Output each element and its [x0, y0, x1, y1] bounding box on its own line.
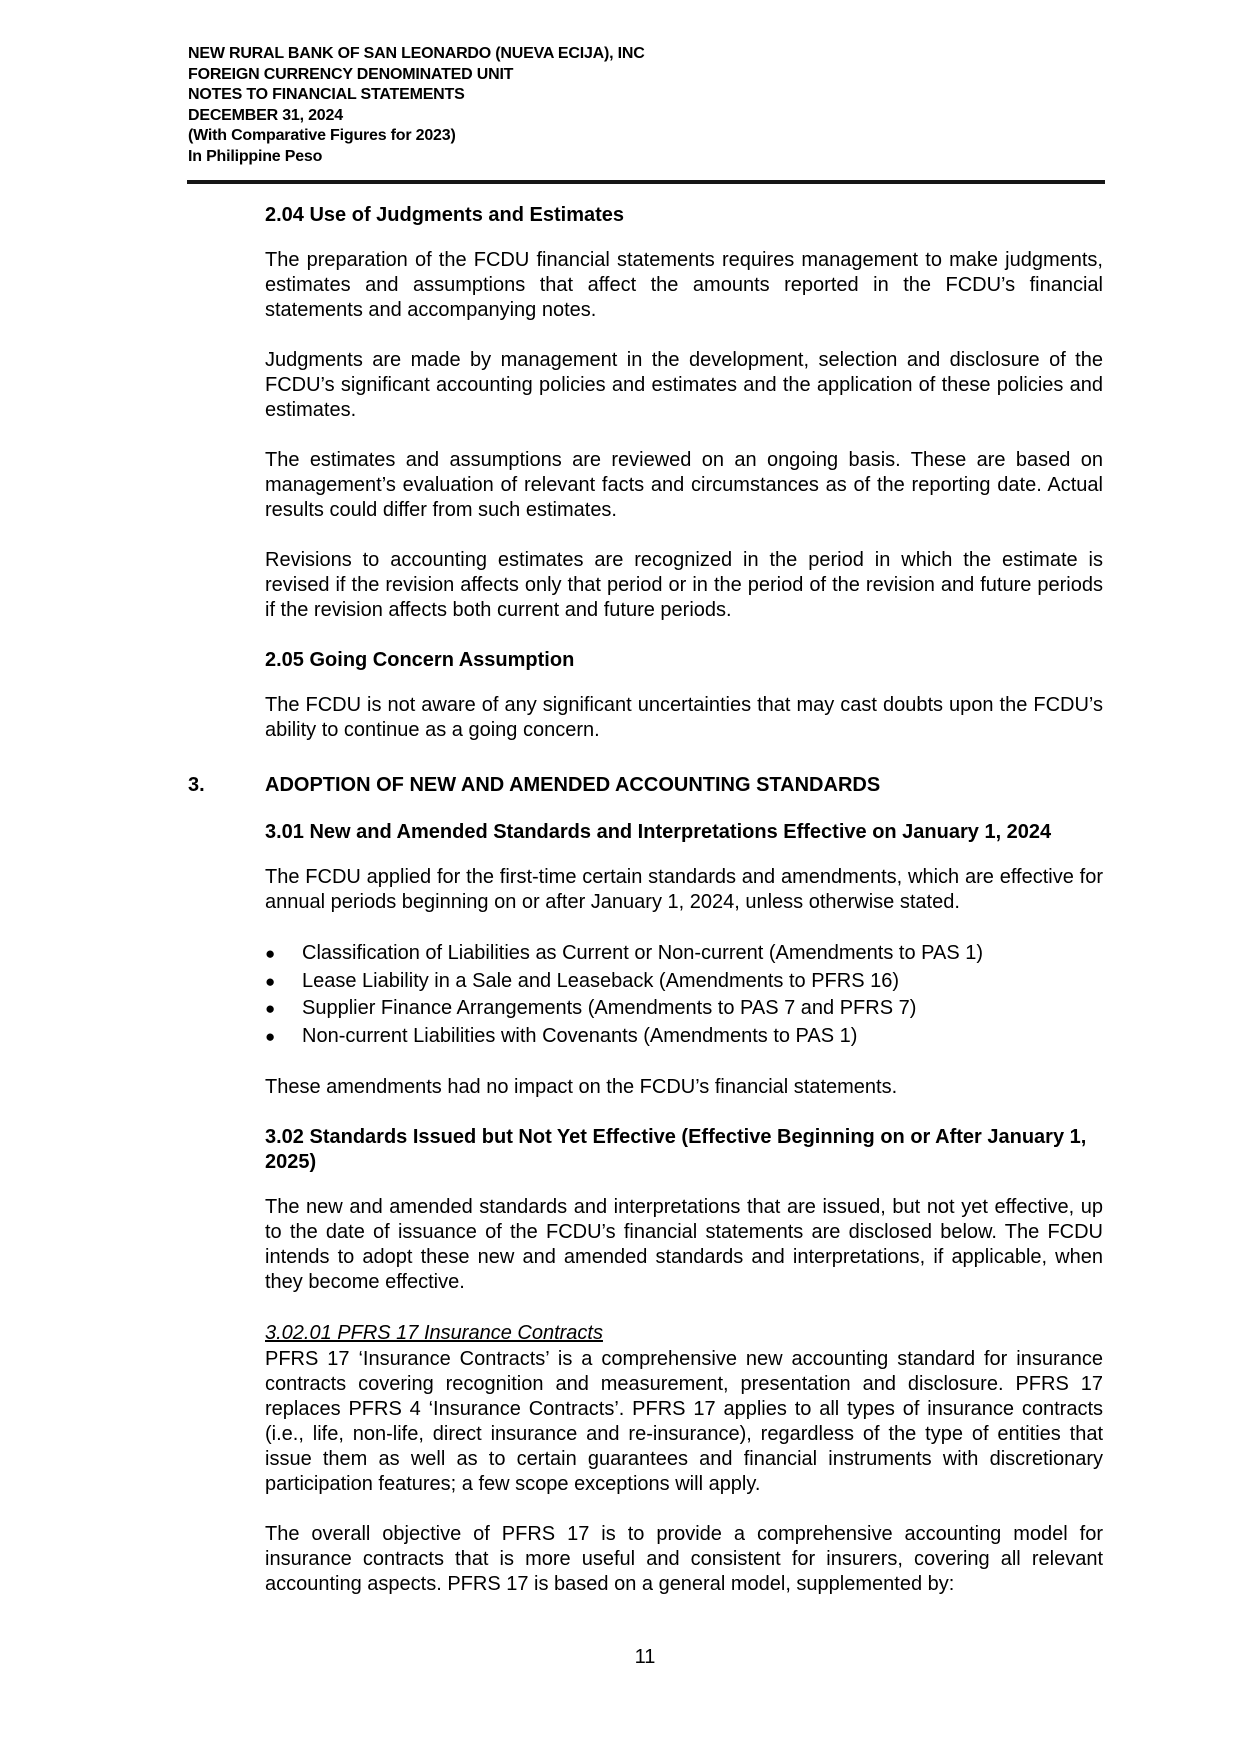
heading-2-04: 2.04 Use of Judgments and Estimates — [265, 204, 625, 226]
header-bank-name: NEW RURAL BANK OF SAN LEONARDO (NUEVA ECIJA), INC — [188, 45, 645, 62]
heading-2-05: 2.05 Going Concern Assumption — [265, 649, 575, 671]
list-item — [265, 1023, 1102, 1051]
list-item-text: Non-current Liabilities with Covenants (Amendments to PAS 1) — [302, 1024, 858, 1047]
bullet-icon: ● — [265, 1026, 276, 1046]
header-currency-note: In Philippine Peso — [188, 147, 323, 165]
section-3-title: ADOPTION OF NEW AND AMENDED ACCOUNTING STANDARDS — [265, 774, 881, 796]
section-3-heading-row — [188, 773, 1102, 798]
paragraph: The preparation of the FCDU financial statements requires management to make judgments, estimates and assumptions that affect the amounts reported in the FCDU’s financial statements and accompanying notes. — [265, 249, 1103, 321]
paragraph: Judgments are made by management in the development, selection and disclosure of the FCDU’s significant accounting policies and estimates and the application of these policies and estimates. — [265, 349, 1103, 421]
list-item-text: Classification of Liabilities as Current or Non-current (Amendments to PAS 1) — [302, 942, 984, 964]
paragraph: The FCDU applied for the first-time certain standards and amendments, which are effective for annual periods beginning on or after January 1, 2024, unless otherwise stated. — [265, 866, 1103, 913]
document-header — [188, 44, 1102, 167]
document-body — [188, 203, 1102, 1622]
header-divider-rule — [187, 180, 1105, 184]
page-number: 11 — [634, 1646, 656, 1668]
amendments-bullet-list — [265, 940, 1102, 1050]
list-item-text: Supplier Finance Arrangements (Amendments to PAS 7 and PFRS 7) — [302, 997, 917, 1019]
header-unit: FOREIGN CURRENCY DENOMINATED UNIT — [188, 65, 514, 83]
bullet-icon: ● — [265, 944, 276, 963]
paragraph: The estimates and assumptions are reviewed on an ongoing basis. These are based on management’s evaluation of relevant facts and circumstances as of the reporting date. Actual results could differ from such estimates. — [265, 449, 1103, 521]
bullet-icon: ● — [265, 999, 276, 1018]
paragraph: The FCDU is not aware of any significant uncertainties that may cast doubts upon the FCDU’s ability to continue as a going concern. — [265, 694, 1103, 741]
list-item — [265, 940, 1102, 968]
list-item-text: Lease Liability in a Sale and Leaseback (Amendments to PFRS 16) — [302, 969, 900, 992]
paragraph: Revisions to accounting estimates are recognized in the period in which the estimate is revised if the revision affects only that period or in the period of the revision and future periods if the revision affects both current and future periods. — [265, 549, 1103, 621]
paragraph: The overall objective of PFRS 17 is to provide a comprehensive accounting model for insurance contracts that is more useful and consistent for insurers, covering all relevant accounting aspects. PFRS 17 is based on a general model, supplemented by: — [265, 1523, 1103, 1595]
header-doc-title: NOTES TO FINANCIAL STATEMENTS — [188, 86, 465, 103]
paragraph: These amendments had no impact on the FCDU’s financial statements. — [265, 1076, 898, 1098]
list-item — [265, 995, 1102, 1023]
heading-3-01: 3.01 New and Amended Standards and Interpretations Effective on January 1, 2024 — [265, 821, 1052, 843]
header-date: DECEMBER 31, 2024 — [188, 106, 343, 124]
list-item — [265, 968, 1102, 996]
heading-3-02-01: 3.02.01 PFRS 17 Insurance Contracts — [265, 1322, 603, 1344]
section-number: 3. — [188, 774, 205, 796]
bullet-icon: ● — [265, 971, 276, 991]
paragraph: The new and amended standards and interpretations that are issued, but not yet effective, up to the date of issuance of the FCDU’s financial statements are disclosed below. The FCDU intends to adopt these new and amended standards and interpretations, if applicable, when they become effective. — [265, 1196, 1103, 1293]
paragraph: PFRS 17 ‘Insurance Contracts’ is a comprehensive new accounting standard for insurance contracts covering recognition and measurement, presentation and disclosure. PFRS 17 replaces PFRS 4 ‘Insurance Contracts’. PFRS 17 applies to all types of insurance contracts (i.e., life, non-life, direct insurance and re-insurance), regardless of the type of entities that issue them as well as to certain guarantees and financial instruments with discretionary participation features; a few scope exceptions will apply. — [265, 1348, 1103, 1495]
heading-3-02: 3.02 Standards Issued but Not Yet Effective (Effective Beginning on or After January 1, 2025) — [265, 1126, 1087, 1173]
header-comparative-note: (With Comparative Figures for 2023) — [188, 127, 456, 144]
